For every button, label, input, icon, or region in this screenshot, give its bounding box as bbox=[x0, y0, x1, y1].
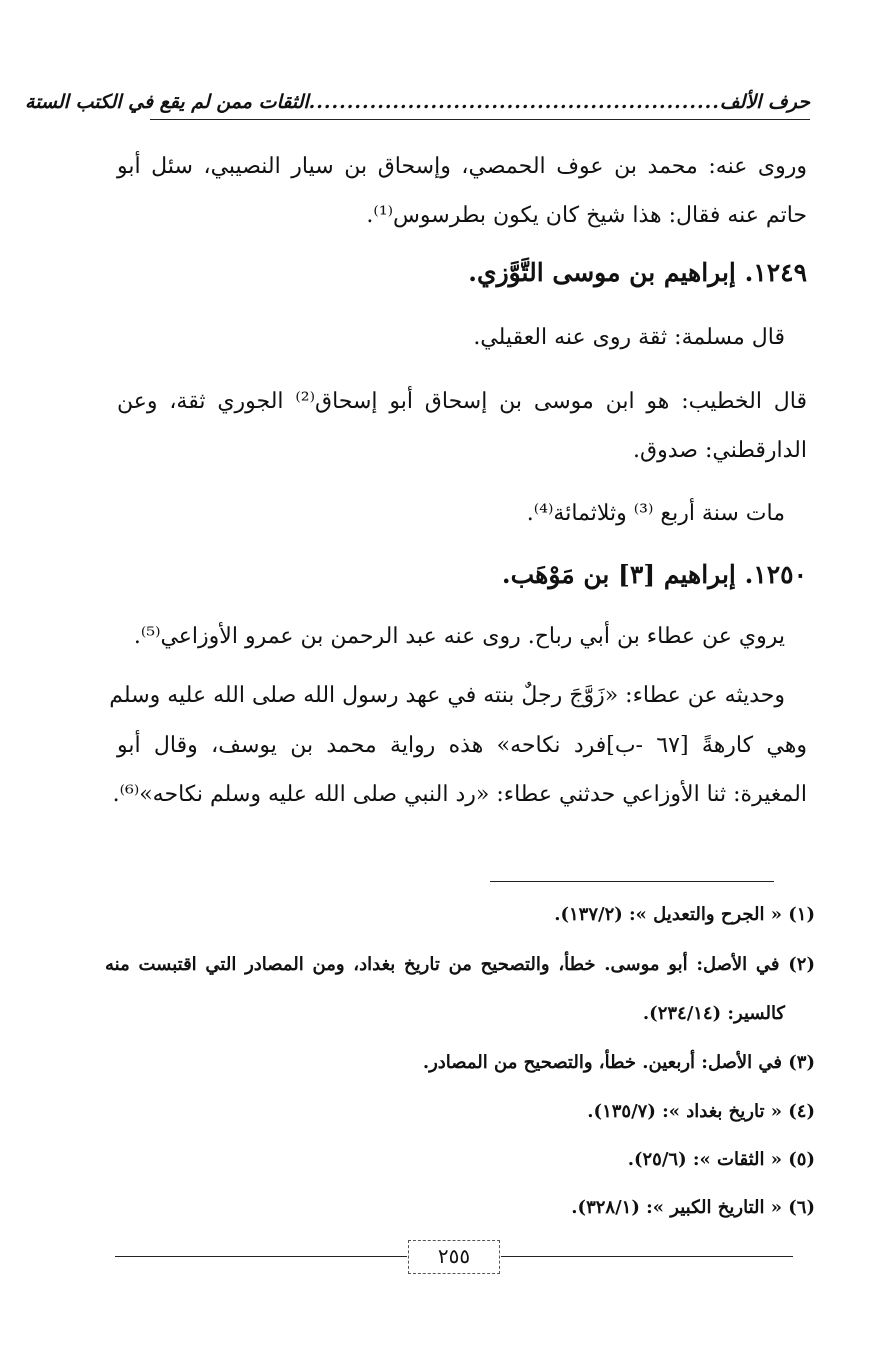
footnote-6: (٦) « التاريخ الكبير »: (٣٢٨/١). bbox=[571, 1197, 815, 1218]
body-line-1: وروى عنه: محمد بن عوف الحمصي، وإسحاق بن سيار النصيبي، سئل أبو bbox=[117, 154, 807, 179]
footnote-separator bbox=[490, 881, 774, 882]
entry-heading-1249: ١٢٤٩. إبراهيم بن موسى التَّوَّزي. bbox=[468, 258, 807, 287]
footnote-5: (٥) « الثقات »: (٢٥/٦). bbox=[627, 1149, 815, 1170]
footer-rule-right bbox=[501, 1256, 793, 1257]
footer-rule-left bbox=[115, 1256, 407, 1257]
header-rule bbox=[150, 119, 810, 120]
body-line-8: وحديثه عن عطاء: «زَوَّجَ رجلٌ بنته في عهد رسول الله صلى الله عليه وسلم bbox=[109, 683, 785, 708]
body-line-7: يروي عن عطاء بن أبي رباح. روى عنه عبد الرحمن بن عمرو الأوزاعي⁽⁵⁾. bbox=[133, 624, 785, 649]
body-line-6: مات سنة أربع ⁽³⁾ وثلاثمائة⁽⁴⁾. bbox=[526, 501, 785, 526]
footnote-2-line-1: (٢) في الأصل: أبو موسى. خطأ، والتصحيح من تاريخ بغداد، ومن المصادر التي اقتبست منه bbox=[105, 954, 815, 975]
footnote-1: (١) « الجرح والتعديل »: (١٣٧/٢). bbox=[554, 904, 815, 925]
body-line-9: وهي كارهةً [٦٧ -ب]فرد نكاحه» هذه رواية محمد بن يوسف، وقال أبو bbox=[117, 733, 807, 758]
header-chapter: حرف الألف bbox=[719, 91, 810, 113]
body-line-10: المغيرة: ثنا الأوزاعي حدثني عطاء: «رد النبي صلى الله عليه وسلم نكاحه»⁽⁶⁾. bbox=[112, 782, 807, 807]
body-line-5: الدارقطني: صدوق. bbox=[633, 438, 807, 463]
footnote-3: (٣) في الأصل: أربعين. خطأ، والتصحيح من المصادر. bbox=[422, 1052, 815, 1073]
body-line-2: حاتم عنه فقال: هذا شيخ كان يكون بطرسوس⁽¹⁾. bbox=[366, 203, 807, 228]
header-book-title: الثقات ممن لم يقع في الكتب الستة bbox=[25, 91, 309, 113]
footnote-2-line-2: كالسير: (٢٣٤/١٤). bbox=[642, 1003, 785, 1024]
body-line-3: قال مسلمة: ثقة روى عنه العقيلي. bbox=[473, 325, 785, 350]
body-line-4: قال الخطيب: هو ابن موسى بن إسحاق أبو إسحاق⁽²⁾ الجوري ثقة، وعن bbox=[117, 389, 807, 414]
entry-heading-1250: ١٢٥٠. إبراهيم [٣] بن مَوْهَب. bbox=[501, 560, 807, 589]
running-header bbox=[25, 84, 810, 120]
footnote-4: (٤) « تاريخ بغداد »: (١٣٥/٧). bbox=[587, 1101, 815, 1122]
header-dots: ...................................................... bbox=[308, 91, 720, 113]
page-number: ٢٥٥ bbox=[408, 1240, 500, 1274]
